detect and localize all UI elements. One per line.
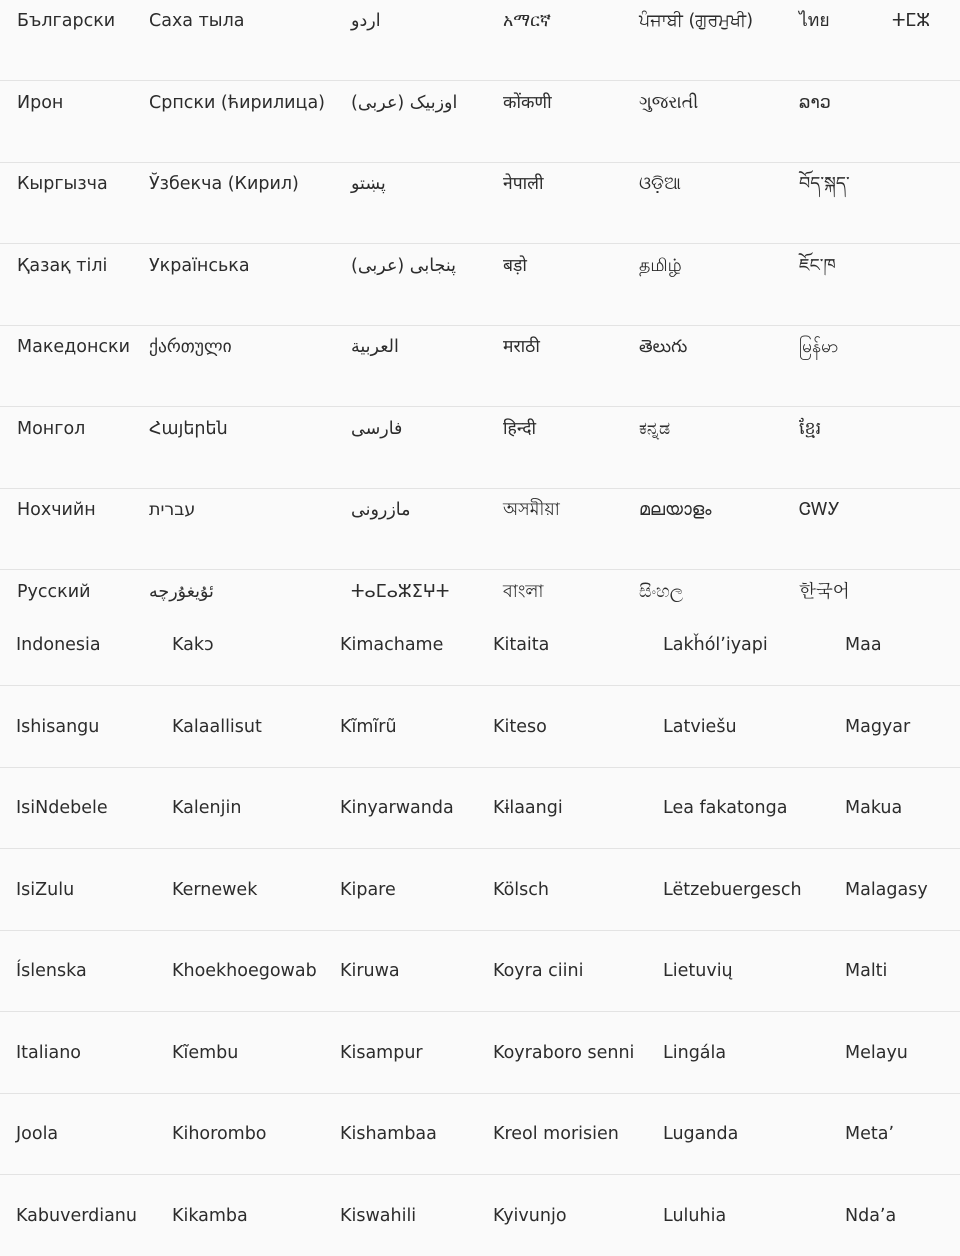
language-item[interactable]: অসমীয়া — [503, 500, 560, 520]
language-item[interactable]: ཇོང་ཁ — [799, 255, 836, 276]
language-row — [0, 326, 960, 407]
language-item[interactable]: Koyra ciini — [493, 961, 584, 981]
language-item[interactable]: ខ្មែរ — [799, 418, 822, 439]
language-item[interactable]: አማርኛ — [503, 11, 551, 31]
language-item[interactable]: Metaʼ — [845, 1124, 895, 1144]
language-row — [0, 605, 960, 686]
language-item[interactable]: IsiZulu — [16, 879, 75, 900]
language-item[interactable]: Հայերեն — [149, 418, 228, 439]
language-item[interactable]: Kitaita — [493, 635, 550, 655]
language-item[interactable]: Ўзбекча (Кирил) — [149, 174, 299, 194]
language-item[interactable]: Kiswahili — [340, 1205, 417, 1226]
language-row — [0, 1013, 960, 1094]
language-item[interactable]: ⵜⴰⵎⴰⵣⵉⵖⵜ — [351, 581, 450, 602]
language-item[interactable]: Makua — [845, 798, 903, 818]
language-item[interactable]: Kisampur — [340, 1042, 423, 1063]
language-item[interactable]: ქართული — [149, 337, 232, 357]
language-item[interactable]: Kalaallisut — [172, 716, 262, 737]
language-item[interactable]: Саха тыла — [149, 11, 245, 31]
language-row — [0, 245, 960, 326]
language-item[interactable]: Kimachame — [340, 635, 444, 655]
language-row — [0, 768, 960, 849]
language-item[interactable]: कोंकणी — [503, 92, 552, 113]
language-item[interactable]: Luganda — [663, 1124, 739, 1144]
language-item[interactable]: Српски (ћирилица) — [149, 92, 326, 113]
language-item[interactable]: Kernewek — [172, 879, 258, 900]
language-item[interactable]: ไทย — [799, 11, 830, 31]
language-item[interactable]: ᏣᎳᎩ — [799, 500, 840, 520]
language-item[interactable]: Kɨlaangi — [493, 798, 563, 818]
language-item[interactable]: Kiteso — [493, 716, 547, 737]
language-item[interactable]: Монгол — [17, 418, 86, 439]
language-item[interactable]: မြန်မာ — [799, 337, 839, 357]
language-item[interactable]: Kakɔ — [172, 635, 214, 655]
language-item[interactable]: Malti — [845, 961, 888, 981]
language-item[interactable]: Latviešu — [663, 716, 737, 737]
language-item[interactable]: Kalenjin — [172, 798, 242, 818]
language-item[interactable]: मराठी — [503, 337, 540, 357]
language-item[interactable]: Melayu — [845, 1042, 908, 1063]
language-item[interactable]: Ndaʼa — [845, 1205, 897, 1226]
language-item[interactable]: Kiruwa — [340, 961, 400, 981]
language-item[interactable]: Ishisangu — [16, 716, 100, 737]
language-item[interactable]: മലയാളം — [639, 500, 712, 520]
language-item[interactable]: Lëtzebuergesch — [663, 879, 802, 900]
language-item[interactable]: فارسی — [351, 418, 403, 439]
language-item[interactable]: தமிழ் — [639, 255, 682, 276]
language-item[interactable]: 한국어 — [799, 581, 850, 602]
language-item[interactable]: Ирон — [17, 92, 64, 113]
language-item[interactable]: Lietuvių — [663, 961, 733, 981]
language-item[interactable]: Maa — [845, 635, 882, 655]
language-item[interactable]: Kishambaa — [340, 1124, 437, 1144]
language-row — [0, 163, 960, 244]
language-item[interactable]: Кыргызча — [17, 174, 108, 194]
language-item[interactable]: Lea fakatonga — [663, 798, 788, 818]
language-item[interactable]: پنجابی (عربی) — [351, 255, 457, 276]
language-row — [0, 408, 960, 489]
language-item[interactable]: Joola — [16, 1124, 59, 1144]
language-item[interactable]: پښتو — [351, 174, 386, 194]
language-item[interactable]: Íslenska — [16, 961, 87, 981]
language-list-bottom — [0, 605, 960, 1242]
language-item[interactable]: Українська — [149, 255, 250, 276]
language-item[interactable]: Kihorombo — [172, 1124, 267, 1144]
language-item[interactable]: Malagasy — [845, 879, 928, 900]
language-row — [0, 82, 960, 163]
language-item[interactable]: Русский — [17, 581, 91, 602]
language-item[interactable]: বাংলা — [503, 581, 544, 602]
language-row — [0, 1176, 960, 1256]
language-row — [0, 850, 960, 931]
language-item[interactable]: ଓଡ଼ିଆ — [639, 174, 681, 194]
language-item[interactable]: اردو — [351, 11, 381, 31]
language-row — [0, 489, 960, 570]
language-item[interactable]: ລາວ — [799, 92, 831, 113]
language-item[interactable]: Kipare — [340, 879, 396, 900]
language-item[interactable]: Khoekhoegowab — [172, 961, 317, 981]
language-item[interactable]: नेपाली — [503, 174, 544, 194]
language-item[interactable]: Kabuverdianu — [16, 1205, 137, 1226]
language-item[interactable]: Български — [17, 11, 116, 31]
language-item[interactable]: हिन्दी — [503, 418, 537, 439]
language-item[interactable]: עברית — [149, 500, 196, 520]
language-list-top — [0, 0, 960, 618]
language-item[interactable]: ਪੰਜਾਬੀ (ਗੁਰਮੁਖੀ) — [639, 11, 754, 31]
language-item[interactable]: తెలుగు — [639, 337, 688, 357]
language-item[interactable]: Koyraboro senni — [493, 1042, 635, 1063]
language-item[interactable]: बड़ो — [503, 255, 527, 276]
language-row — [0, 0, 960, 81]
language-item[interactable]: Нохчийн — [17, 500, 96, 520]
language-item[interactable]: Magyar — [845, 716, 911, 737]
language-item[interactable]: Kikamba — [172, 1205, 248, 1226]
language-item[interactable]: Italiano — [16, 1042, 81, 1063]
language-item[interactable]: Kinyarwanda — [340, 798, 454, 818]
language-item[interactable]: Lingála — [663, 1042, 727, 1063]
language-item[interactable]: Қазақ тілі — [17, 255, 108, 276]
language-item[interactable]: ಕನ್ನಡ — [639, 418, 671, 439]
language-item[interactable]: Lakȟólʼiyapi — [663, 635, 768, 655]
language-item[interactable]: සිංහල — [639, 581, 684, 602]
language-row — [0, 687, 960, 768]
language-item[interactable]: اوزبیک (عربی) — [351, 92, 458, 113]
language-item[interactable]: Македонски — [17, 337, 130, 357]
language-item[interactable]: Luluhia — [663, 1205, 727, 1226]
language-item[interactable]: ગુજરાતી — [639, 92, 699, 113]
language-row — [0, 1094, 960, 1175]
language-item[interactable]: Kĩmĩrũ — [340, 716, 397, 737]
language-item[interactable]: Kyivunjo — [493, 1205, 567, 1226]
language-item[interactable]: العربية — [351, 337, 399, 357]
language-item[interactable]: Kreol morisien — [493, 1124, 619, 1144]
language-item[interactable]: Kĩembu — [172, 1042, 239, 1063]
language-item[interactable]: བོད་སྐད་ — [799, 174, 850, 194]
language-item[interactable]: ئۇيغۇرچە — [149, 581, 214, 602]
language-row — [0, 931, 960, 1012]
language-item[interactable]: مازرونی — [351, 500, 411, 520]
language-item[interactable]: Indonesia — [16, 635, 101, 655]
language-item[interactable]: Kölsch — [493, 879, 550, 900]
language-item[interactable]: IsiNdebele — [16, 798, 108, 818]
language-item[interactable]: ⵜⵎⵣ — [892, 11, 931, 31]
